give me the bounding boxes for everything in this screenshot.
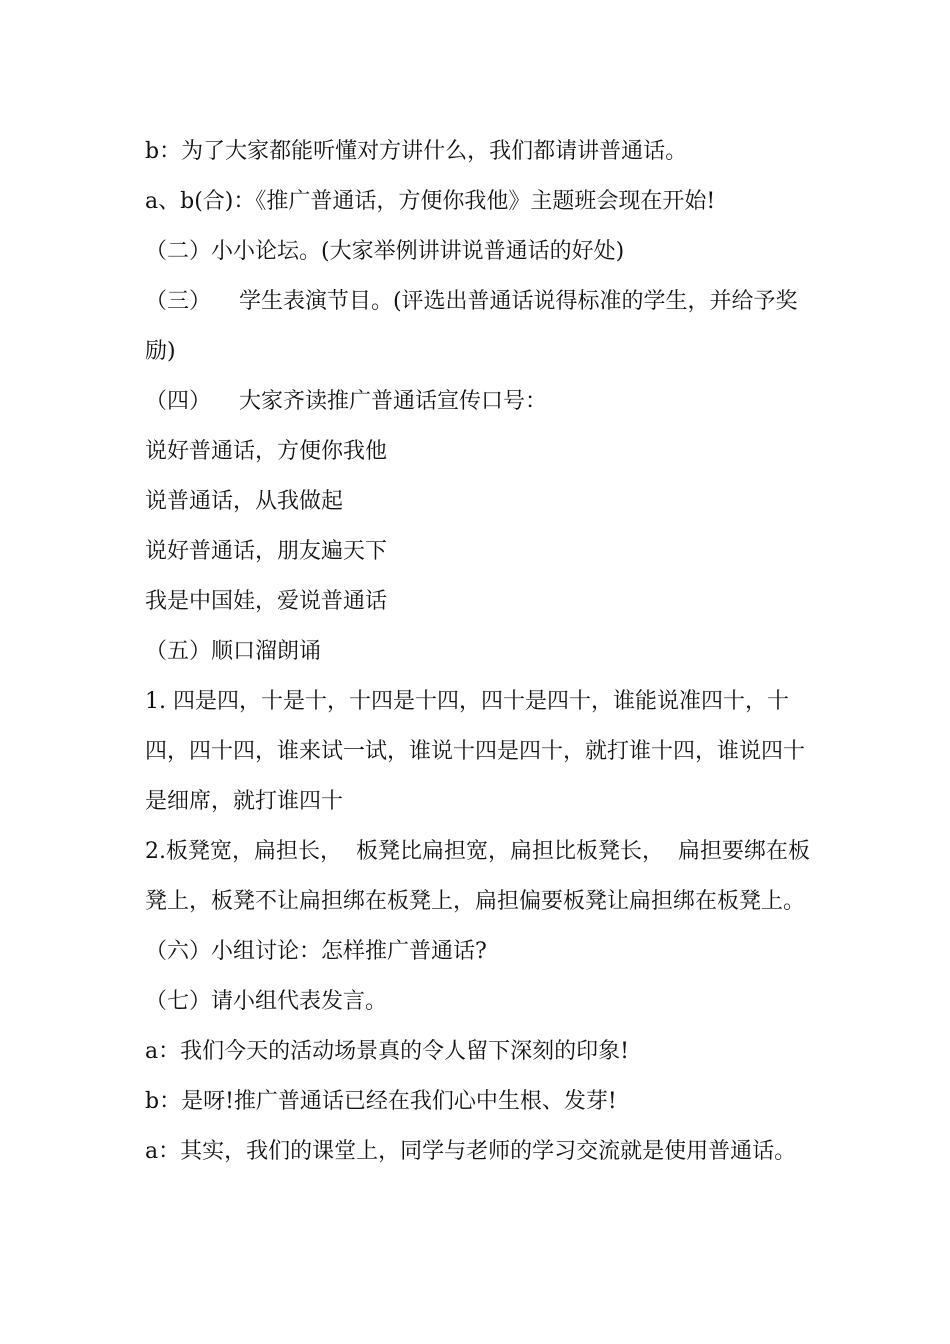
paragraph-a-classroom: a：其实，我们的课堂上，同学与老师的学习交流就是使用普通话。 (145, 1139, 797, 1164)
document-body (145, 127, 810, 1177)
paragraph-a-impression: a：我们今天的活动场景真的令人留下深刻的印象! (145, 1039, 629, 1064)
paragraph-section-5-tongue-twisters: （五）顺口溜朗诵 (145, 639, 322, 664)
paragraph-section-4-slogans: （四） 大家齐读推广普通话宣传口号： (145, 389, 547, 414)
tongue-twister-2: 2.板凳宽，扁担长， 板凳比扁担宽，扁担比板凳长， 扁担要绑在板凳上，板凳不让扁担绑在板凳上，扁担偏要板凳让扁担绑在板凳上。 (145, 839, 810, 914)
paragraph-section-6-discussion: （六）小组讨论：怎样推广普通话? (145, 939, 487, 964)
paragraph-section-3-performance: （三） 学生表演节目。(评选出普通话说得标准的学生，并给予奖励) (145, 289, 798, 364)
paragraph-section-2-forum: （二）小小论坛。(大家举例讲讲说普通话的好处) (145, 239, 625, 264)
paragraph-section-7-representatives: （七）请小组代表发言。 (145, 989, 388, 1014)
tongue-twister-1: 1. 四是四，十是十，十四是十四，四十是四十，谁能说准四十，十四，四十四，谁来试一试，谁说十四是四十，就打谁十四，谁说四十是细席，就打谁四十 (145, 689, 806, 814)
slogan-2: 说普通话，从我做起 (145, 489, 344, 514)
slogan-3: 说好普通话，朋友遍天下 (145, 539, 388, 564)
paragraph-b-rooted: b：是呀!推广普通话已经在我们心中生根、发芽! (145, 1089, 617, 1114)
slogan-1: 说好普通话，方便你我他 (145, 439, 388, 464)
paragraph-b-speak-mandarin: b：为了大家都能听懂对方讲什么，我们都请讲普通话。 (145, 139, 688, 164)
paragraph-class-meeting-start: a、b(合)：《推广普通话，方便你我他》主题班会现在开始! (145, 189, 716, 214)
slogan-4: 我是中国娃，爱说普通话 (145, 589, 388, 614)
